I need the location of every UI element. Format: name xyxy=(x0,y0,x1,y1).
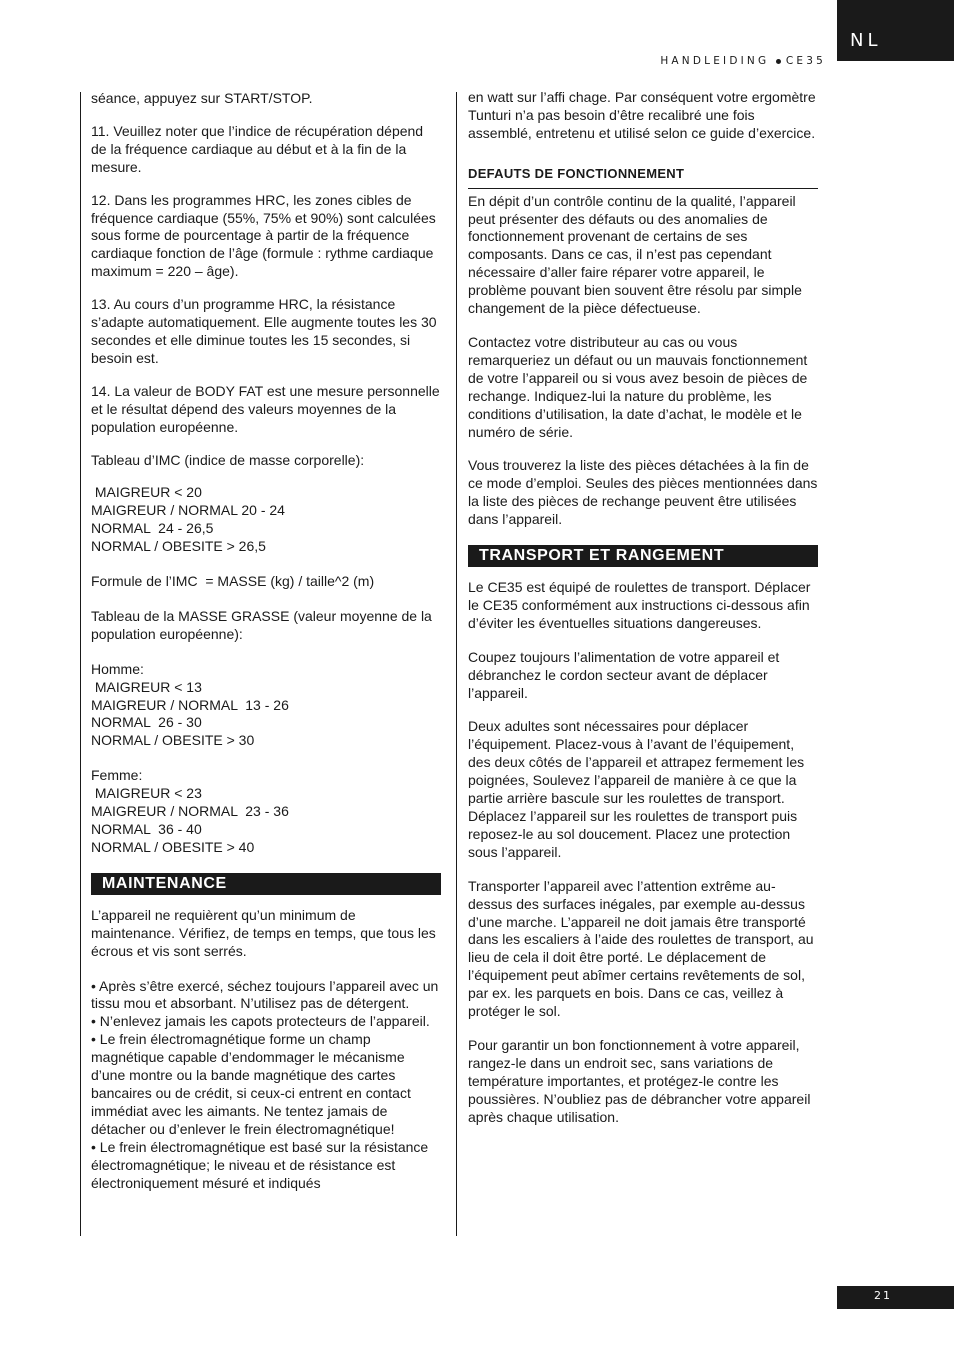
imc-formula: Formule de l’IMC = MASSE (kg) / taille^2 (m) xyxy=(91,573,375,590)
bullet-dot-icon: • xyxy=(91,977,100,994)
paragraph: 11. Veuillez noter que l’indice de récupération dépend de la fréquence cardiaque au début et à la fin de la mesure. xyxy=(91,122,424,175)
paragraph: séance, appuyez sur START/STOP. xyxy=(91,90,313,106)
paragraph: Vous trouverez la liste des pièces détachées à la fin de ce mode d’emploi. Seules des pièces mentionnées dans la liste des pièces de rechange peuvent être utilisées dans l’appareil. xyxy=(468,457,818,528)
right-column xyxy=(468,89,818,1127)
paragraph: Transporter l’appareil avec l’attention extrême au-dessus des surfaces inégales, par exemple au-dessus d’une marche. L’appareil ne doit jamais être transporté dans les escaliers à l’aide des roulettes de transport, au lieu de cela il doit être porté. Le déplacement de l’équipement peut abîmer certains revêtements de sol, par ex. les parquets en bois. Dans ce cas, veillez à protéger le sol. xyxy=(468,877,814,1020)
bullet-dot-icon: • xyxy=(91,1138,100,1155)
fat-line: NORMAL 36 - 40 xyxy=(91,821,202,837)
bullet-item: • Le frein électromagnétique forme un champ magnétique capable d’endommager le mécanisme d’une montre ou la bande magnétique des cartes bancaires ou de crédit, si ceux-ci entrent en contact immédiat avec les aimants. Ne tentez jamais de détacher ou d’enlever le frein électromagnétique! xyxy=(91,1031,411,1137)
femme-label: Femme: xyxy=(91,767,143,784)
bullet-dot-icon: • xyxy=(91,1013,100,1030)
fat-line: MAIGREUR / NORMAL 13 - 26 xyxy=(91,696,289,713)
fat-table-title: Tableau de la MASSE GRASSE (valeur moyenne de la population européenne): xyxy=(91,607,432,642)
transport-heading: TRANSPORT ET RANGEMENT xyxy=(468,545,818,567)
language-tab xyxy=(837,0,954,61)
bullet-item: • N’enlevez jamais les capots protecteurs de l’appareil. xyxy=(91,1013,430,1030)
paragraph: L’appareil ne requièrent qu’un minimum de maintenance. Vérifiez, de temps en temps, que tous les écrous et vis sont serrés. xyxy=(91,906,436,959)
fat-line: NORMAL / OBESITE > 30 xyxy=(91,732,255,749)
paragraph: en watt sur l’affi chage. Par conséquent votre ergomètre Tunturi n’a pas besoin d’être recalibré une fois assemblé, entretenu et utilisé selon ce guide d’exercice. xyxy=(468,89,816,141)
fat-line: NORMAL / OBESITE > 40 xyxy=(91,838,255,855)
paragraph: 14. La valeur de BODY FAT est une mesure personnelle et le résultat dépend des valeurs moyennes de la population européenne. xyxy=(91,382,440,435)
homme-label: Homme: xyxy=(91,660,144,677)
language-tab-label: NL xyxy=(850,30,882,51)
paragraph: Coupez toujours l’alimentation de votre appareil et débranchez le cordon secteur avant de déplacer l’appareil. xyxy=(468,648,780,701)
left-margin-rule xyxy=(80,92,81,1236)
imc-line: MAIGREUR / NORMAL 20 - 24 xyxy=(91,502,285,519)
paragraph: Contactez votre distributeur au cas ou vous remarqueriez un défaut ou un mauvais fonctionnement de votre l’appareil ou si vous avez besoin de pièces de rechange. Indiquez-lui la nature du problème, les conditions d’utilisation, la date d’achat, le modèle et le numéro de série. xyxy=(468,333,808,440)
fat-line: MAIGREUR < 23 xyxy=(91,785,202,802)
imc-line: NORMAL 24 - 26,5 xyxy=(91,520,214,537)
fat-line: NORMAL 26 - 30 xyxy=(91,714,202,731)
running-header xyxy=(560,55,826,67)
column-divider-rule xyxy=(456,92,457,1236)
bullet-item: • Le frein électromagnétique est basé sur la résistance électromagnétique; le niveau et de résistance est électroniquement mésuré et indiqués xyxy=(91,1138,429,1191)
imc-line: NORMAL / OBESITE > 26,5 xyxy=(91,538,266,555)
paragraph: Le CE35 est équipé de roulettes de transport. Déplacer le CE35 conformément aux instructions ci-dessous afin d’éviter les éventuelles situations dangereuses. xyxy=(468,579,811,631)
paragraph: En dépit d’un contrôle continu de la qualité, l’appareil peut présenter des défauts ou des anomalies de fonctionnement provenant de certains de ses composants. Dans ce cas, il n’est pas cependant nécessaire d’aller faire réparer votre appareil, le problème pouvant bien souvent être résolu par simple changement de la pièce défectueuse. xyxy=(468,192,802,317)
bullet-dot-icon: • xyxy=(91,1031,100,1048)
model-name: CE35 xyxy=(785,55,826,67)
paragraph: 12. Dans les programmes HRC, les zones cibles de fréquence cardiaque (55%, 75% et 90%) sont calculées sous forme de pourcentage à partir de la fréquence cardiaque fonction de l’âge (formule : rythme cardiaque maximum = 220 – âge). xyxy=(91,191,436,280)
running-title: HANDLEIDING xyxy=(660,55,770,67)
paragraph: 13. Au cours d’un programme HRC, la résistance s’adapte automatiquement. Elle augmente toutes les 30 secondes et elle diminue toutes les 15 secondes, si besoin est. xyxy=(91,296,437,366)
fat-line: MAIGREUR < 13 xyxy=(91,678,202,695)
paragraph: Pour garantir un bon fonctionnement à votre appareil, rangez-le dans un endroit sec, sans variations de température importantes, et protégez-le contre les poussières. N’oubliez pas de débrancher votre appareil après chaque utilisation. xyxy=(468,1036,811,1125)
maintenance-heading: MAINTENANCE xyxy=(91,873,441,895)
fat-line: MAIGREUR / NORMAL 23 - 36 xyxy=(91,803,289,820)
bullet-item: • Après s’être exercé, séchez toujours l’appareil avec un tissu mou et absorbant. N’utilisez pas de détergent. xyxy=(91,977,439,1012)
imc-line: MAIGREUR < 20 xyxy=(91,484,202,501)
paragraph: Deux adultes sont nécessaires pour déplacer l’équipement. Placez-vous à l’avant de l’équipement, des deux côtés de l’appareil et attrapez fermement les poignées, Soulevez l’appareil de manière à ce que la partie arrière bascule sur les roulettes de transport. Déplacez l’appareil sur les roulettes de transport puis reposez-le au sol doucement. Placez une protection sous l’appareil. xyxy=(468,718,805,860)
bullet-dot-icon xyxy=(776,59,781,64)
page-number: 21 xyxy=(837,1286,954,1309)
imc-table-title: Tableau d’IMC (indice de masse corporelle): xyxy=(91,451,365,468)
defauts-heading: DEFAUTS DE FONCTIONNEMENT xyxy=(468,165,818,189)
left-column xyxy=(91,90,441,1192)
